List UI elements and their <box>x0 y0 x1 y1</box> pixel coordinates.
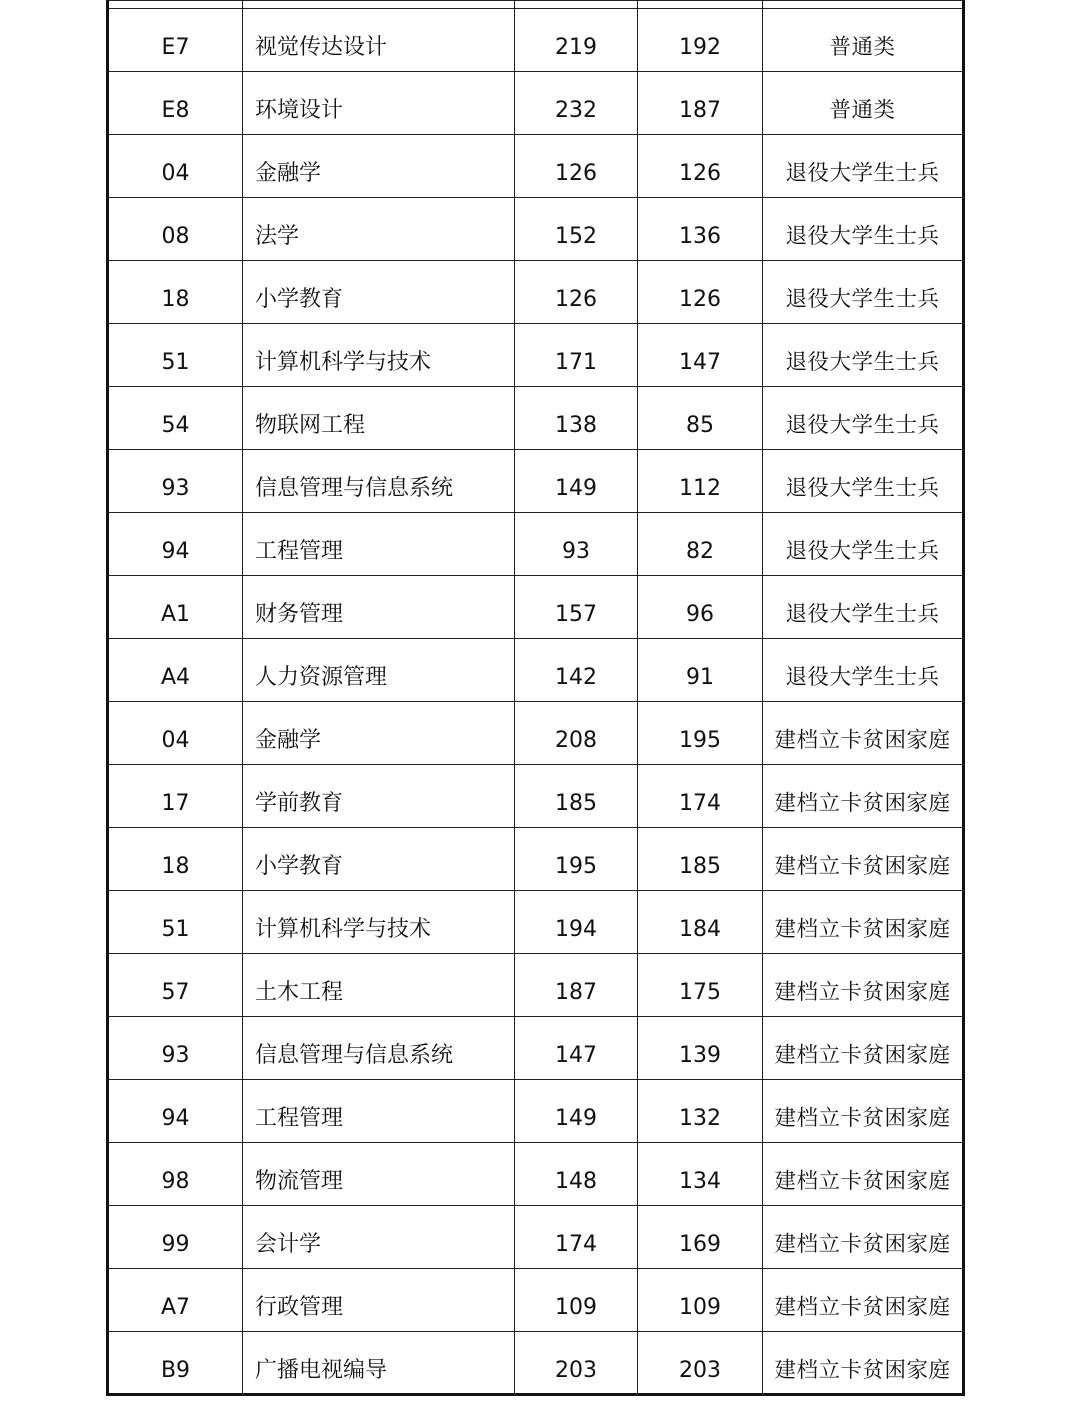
score-max-cell: 185 <box>515 765 638 828</box>
score-min-cell: 96 <box>638 576 763 639</box>
score-min-cell: 91 <box>638 639 763 702</box>
score-max-cell: 126 <box>515 261 638 324</box>
score-max-cell: 174 <box>515 1206 638 1269</box>
admission-category-cell: 退役大学生士兵 <box>763 450 964 513</box>
score-min-cell: 134 <box>638 1143 763 1206</box>
score-min-cell: 203 <box>638 1332 763 1395</box>
major-code-cell: 17 <box>108 765 243 828</box>
major-code-cell: E7 <box>108 9 243 72</box>
major-name-cell: 信息管理与信息系统 <box>243 1017 515 1080</box>
major-code-cell: 93 <box>108 1017 243 1080</box>
major-name-cell: 土木工程 <box>243 954 515 1017</box>
admission-category-cell: 退役大学生士兵 <box>763 135 964 198</box>
score-max-cell: 142 <box>515 639 638 702</box>
score-min-cell: 187 <box>638 72 763 135</box>
admission-category-cell: 普通类 <box>763 72 964 135</box>
admission-category-cell: 建档立卡贫困家庭 <box>763 702 964 765</box>
score-min-cell: 147 <box>638 324 763 387</box>
admission-category-cell: 建档立卡贫困家庭 <box>763 1143 964 1206</box>
table-row <box>108 828 964 891</box>
score-min-cell: 174 <box>638 765 763 828</box>
major-name-cell: 环境设计 <box>243 72 515 135</box>
major-code-cell: 18 <box>108 828 243 891</box>
score-min-cell: 126 <box>638 135 763 198</box>
major-name-cell: 小学教育 <box>243 828 515 891</box>
score-min-cell: 192 <box>638 9 763 72</box>
admission-category-cell: 退役大学生士兵 <box>763 261 964 324</box>
score-min-cell: 195 <box>638 702 763 765</box>
score-table-container <box>106 0 962 1397</box>
score-max-cell: 109 <box>515 1269 638 1332</box>
admission-category-cell: 建档立卡贫困家庭 <box>763 1332 964 1395</box>
major-name-cell: 物流管理 <box>243 1143 515 1206</box>
score-min-cell: 136 <box>638 198 763 261</box>
major-code-cell: 94 <box>108 1080 243 1143</box>
score-min-cell: 112 <box>638 450 763 513</box>
score-max-cell: 195 <box>515 828 638 891</box>
table-row <box>108 513 964 576</box>
major-name-cell: 工程管理 <box>243 513 515 576</box>
score-max-cell: 138 <box>515 387 638 450</box>
score-max-cell: 203 <box>515 1332 638 1395</box>
score-max-cell: 149 <box>515 450 638 513</box>
major-code-cell: 93 <box>108 450 243 513</box>
score-max-cell: 152 <box>515 198 638 261</box>
major-code-cell: 54 <box>108 387 243 450</box>
score-min-cell: 175 <box>638 954 763 1017</box>
admission-category-cell: 普通类 <box>763 9 964 72</box>
major-name-cell: 学前教育 <box>243 765 515 828</box>
admission-category-cell: 退役大学生士兵 <box>763 387 964 450</box>
score-min-cell: 109 <box>638 1269 763 1332</box>
admission-category-cell: 建档立卡贫困家庭 <box>763 828 964 891</box>
table-row <box>108 702 964 765</box>
table-row <box>108 954 964 1017</box>
major-name-cell: 计算机科学与技术 <box>243 324 515 387</box>
score-max-cell: 147 <box>515 1017 638 1080</box>
major-code-cell: 51 <box>108 891 243 954</box>
major-code-cell: 94 <box>108 513 243 576</box>
table-row <box>108 324 964 387</box>
major-name-cell: 计算机科学与技术 <box>243 891 515 954</box>
admission-category-cell: 建档立卡贫困家庭 <box>763 1017 964 1080</box>
table-row <box>108 576 964 639</box>
major-code-cell: 04 <box>108 702 243 765</box>
table-row <box>108 1269 964 1332</box>
table-row <box>108 1206 964 1269</box>
score-max-cell: 232 <box>515 72 638 135</box>
table-row <box>108 261 964 324</box>
major-name-cell: 金融学 <box>243 702 515 765</box>
table-row <box>108 1143 964 1206</box>
major-code-cell: 51 <box>108 324 243 387</box>
score-min-cell: 184 <box>638 891 763 954</box>
table-row <box>108 891 964 954</box>
major-name-cell: 信息管理与信息系统 <box>243 450 515 513</box>
table-row <box>108 1332 964 1395</box>
score-table <box>106 0 965 1396</box>
score-max-cell: 149 <box>515 1080 638 1143</box>
score-max-cell: 187 <box>515 954 638 1017</box>
table-row <box>108 9 964 72</box>
major-name-cell: 财务管理 <box>243 576 515 639</box>
major-code-cell: 18 <box>108 261 243 324</box>
table-row <box>108 1017 964 1080</box>
score-min-cell: 169 <box>638 1206 763 1269</box>
table-row <box>108 198 964 261</box>
major-name-cell: 工程管理 <box>243 1080 515 1143</box>
major-name-cell: 行政管理 <box>243 1269 515 1332</box>
table-row <box>108 450 964 513</box>
major-code-cell: 98 <box>108 1143 243 1206</box>
admission-category-cell: 退役大学生士兵 <box>763 513 964 576</box>
score-min-cell: 185 <box>638 828 763 891</box>
score-max-cell: 194 <box>515 891 638 954</box>
score-max-cell: 126 <box>515 135 638 198</box>
table-row <box>108 387 964 450</box>
score-min-cell: 85 <box>638 387 763 450</box>
admission-category-cell: 退役大学生士兵 <box>763 639 964 702</box>
score-max-cell: 171 <box>515 324 638 387</box>
score-min-cell: 82 <box>638 513 763 576</box>
major-code-cell: A7 <box>108 1269 243 1332</box>
major-name-cell: 物联网工程 <box>243 387 515 450</box>
major-code-cell: E8 <box>108 72 243 135</box>
admission-category-cell: 建档立卡贫困家庭 <box>763 1080 964 1143</box>
score-max-cell: 93 <box>515 513 638 576</box>
major-code-cell: A1 <box>108 576 243 639</box>
admission-category-cell: 退役大学生士兵 <box>763 576 964 639</box>
score-min-cell: 132 <box>638 1080 763 1143</box>
admission-category-cell: 建档立卡贫困家庭 <box>763 891 964 954</box>
score-table-body <box>108 1 964 1395</box>
major-name-cell: 广播电视编导 <box>243 1332 515 1395</box>
admission-category-cell: 建档立卡贫困家庭 <box>763 954 964 1017</box>
major-code-cell: B9 <box>108 1332 243 1395</box>
major-name-cell: 视觉传达设计 <box>243 9 515 72</box>
score-max-cell: 148 <box>515 1143 638 1206</box>
score-min-cell: 139 <box>638 1017 763 1080</box>
major-code-cell: A4 <box>108 639 243 702</box>
major-name-cell: 人力资源管理 <box>243 639 515 702</box>
admission-category-cell: 建档立卡贫困家庭 <box>763 765 964 828</box>
table-row-partial <box>108 1 964 9</box>
major-name-cell: 金融学 <box>243 135 515 198</box>
admission-category-cell: 建档立卡贫困家庭 <box>763 1269 964 1332</box>
major-code-cell: 99 <box>108 1206 243 1269</box>
score-max-cell: 208 <box>515 702 638 765</box>
table-row <box>108 1080 964 1143</box>
score-max-cell: 157 <box>515 576 638 639</box>
admission-category-cell: 建档立卡贫困家庭 <box>763 1206 964 1269</box>
score-max-cell: 219 <box>515 9 638 72</box>
table-row <box>108 135 964 198</box>
major-code-cell: 57 <box>108 954 243 1017</box>
table-row <box>108 72 964 135</box>
major-name-cell: 小学教育 <box>243 261 515 324</box>
major-code-cell: 04 <box>108 135 243 198</box>
score-min-cell: 126 <box>638 261 763 324</box>
admission-category-cell: 退役大学生士兵 <box>763 198 964 261</box>
table-row <box>108 639 964 702</box>
major-name-cell: 法学 <box>243 198 515 261</box>
table-row <box>108 765 964 828</box>
major-name-cell: 会计学 <box>243 1206 515 1269</box>
admission-category-cell: 退役大学生士兵 <box>763 324 964 387</box>
major-code-cell: 08 <box>108 198 243 261</box>
